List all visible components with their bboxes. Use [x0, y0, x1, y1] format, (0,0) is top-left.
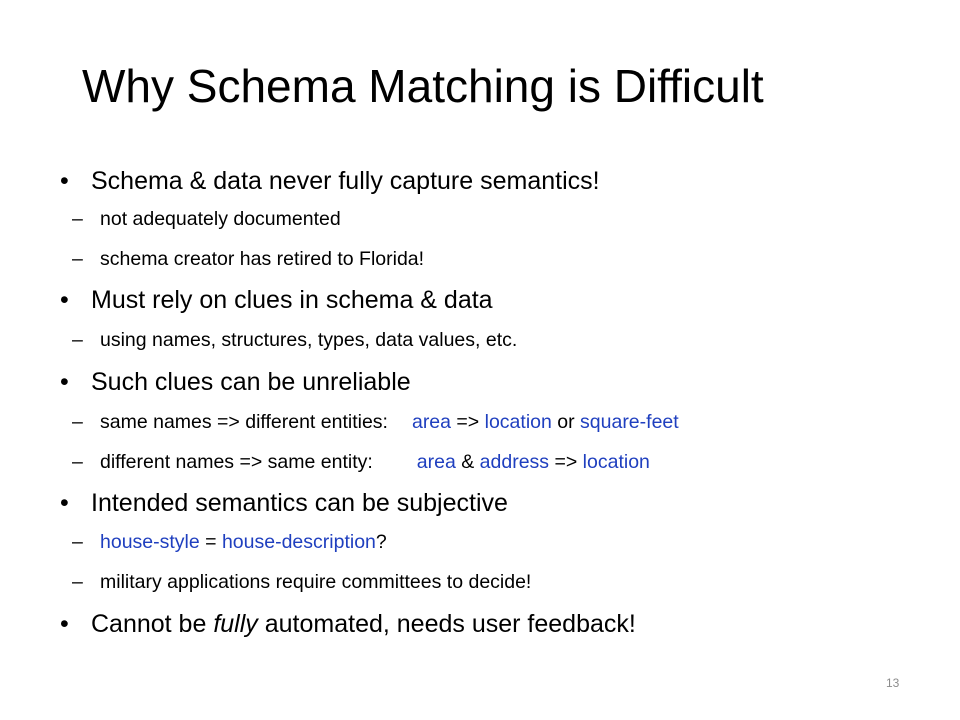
- sub-bullet-1-2: – schema creator has retired to Florida!: [72, 248, 425, 270]
- sub-bullet-4-1: – house-style = house-description?: [72, 531, 387, 553]
- bullet-3-text: Such clues can be unreliable: [91, 368, 411, 396]
- sub-bullet-3-2: – different names => same entity: area & address => location: [72, 451, 650, 473]
- term-area: area: [411, 411, 451, 433]
- dash-icon: –: [72, 248, 83, 270]
- term-address: address: [479, 451, 550, 473]
- sub-bullet-3-1: – same names => different entities: area => location or square-feet: [72, 411, 679, 433]
- dash-icon: –: [72, 411, 83, 433]
- dash-icon: –: [72, 531, 83, 553]
- sub-bullet-1-1: – not adequately documented: [72, 208, 341, 230]
- term-square-feet: square-feet: [580, 411, 679, 433]
- bullet-icon: •: [60, 610, 69, 638]
- bullet-4: [60, 488, 508, 518]
- bullet-icon: •: [60, 368, 69, 396]
- term-location: location: [484, 411, 552, 433]
- dash-icon: –: [72, 571, 83, 593]
- bullet-icon: •: [60, 286, 69, 314]
- bullet-5: • Cannot be fully automated, needs user feedback!: [60, 610, 636, 638]
- slide-title: Why Schema Matching is Difficult: [82, 60, 764, 112]
- dash-icon: –: [72, 329, 83, 351]
- bullet-1-text: Schema & data never fully capture semantics!: [91, 167, 600, 195]
- bullet-3: [60, 367, 411, 397]
- term-house-description: house-description: [221, 531, 376, 553]
- bullet-2: [60, 285, 493, 315]
- sub-bullet-4-2: – military applications require committees to decide!: [72, 571, 532, 593]
- dash-icon: –: [72, 208, 83, 230]
- bullet-4-text: Intended semantics can be subjective: [91, 489, 508, 517]
- bullet-1: [60, 166, 600, 196]
- dash-icon: –: [72, 451, 83, 473]
- term-house-style: house-style: [100, 531, 200, 553]
- emphasis-fully: fully: [213, 610, 258, 638]
- page-number: 13: [886, 676, 900, 690]
- bullet-2-text: Must rely on clues in schema & data: [91, 286, 493, 314]
- sub-bullet-2-1: – using names, structures, types, data values, etc.: [72, 329, 518, 351]
- bullet-icon: •: [60, 489, 69, 517]
- term-area: area: [416, 451, 456, 473]
- term-location: location: [582, 451, 650, 473]
- bullet-icon: •: [60, 167, 69, 195]
